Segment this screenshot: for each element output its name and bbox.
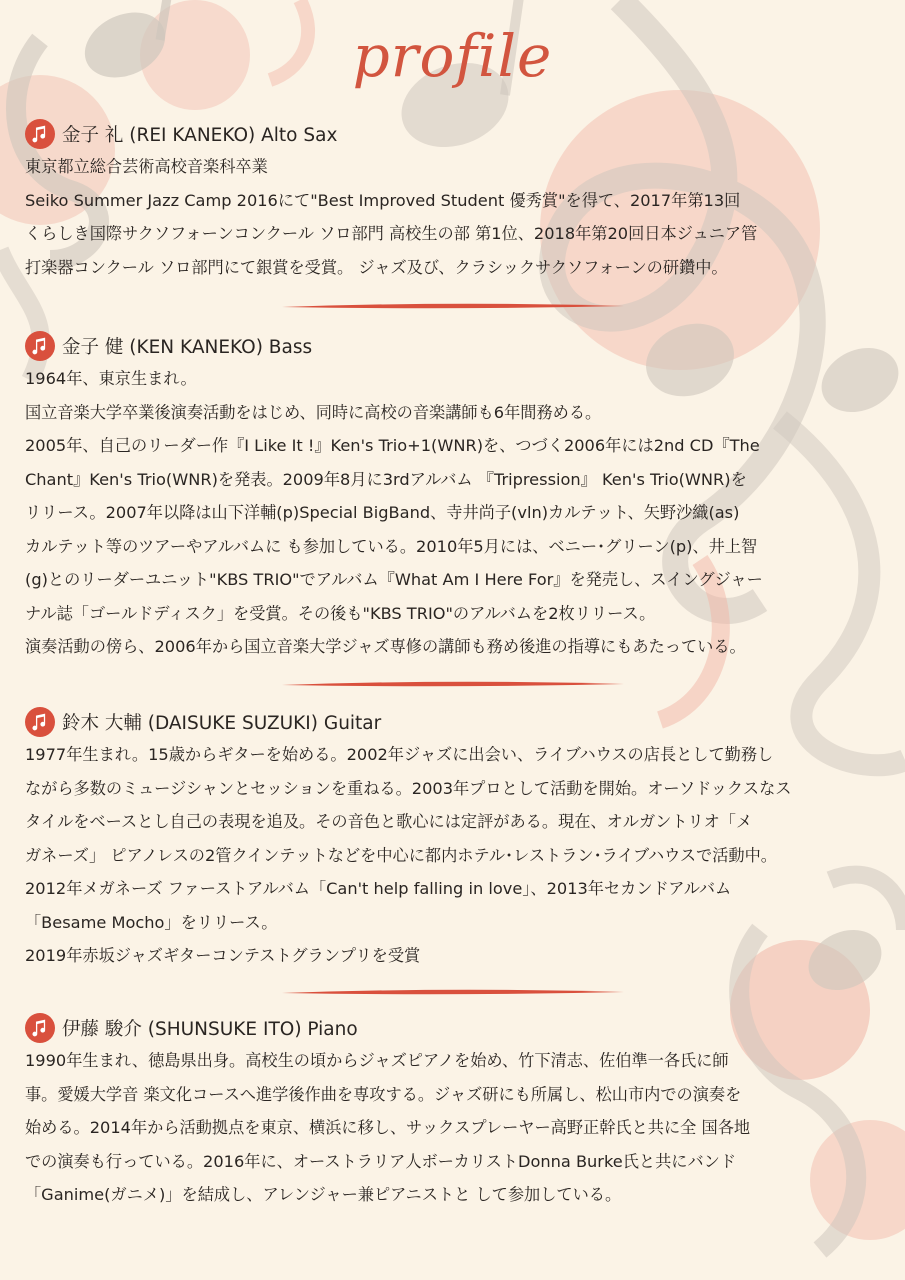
profile-name: 鈴木 大輔 (DAISUKE SUZUKI) Guitar [62, 713, 382, 734]
profile-bio: 1964年、東京生まれ。 国立音楽大学卒業後演奏活動をはじめ、同時に高校の音楽講師も6年間務める。 2005年、自己のリーダー作『I Like It !』Ken's Trio+1(WNR)を、つづく2006年には2nd CD『The Chant』Ken's Trio(WNR)を発表。2009年8月に3rdアルバム 『Tripression』 Ken's Trio(WNR)を リリース。2007年以降は山下洋輔(p)Special BigBand、寺井尚子(vln)カルテット、矢野沙織(as) カルテット等のツアーやアルバムに も参加している。2010年5月には、ベニー･グリーン(p)、井上智 (g)とのリーダーユニット"KBS TRIO"でアルバム『What Am I Here For』を発売し、スイングジャー ナル誌「ゴールドディスク」を受賞。その後も"KBS TRIO"のアルバムを2枚リリース。 演奏活動の傍ら、2006年から国立音楽大学ジャズ専修の講師も務め後進の指導にもあたっている。 [25, 369, 763, 656]
profile-rei-kaneko [25, 118, 875, 284]
music-note-icon [25, 119, 55, 149]
profile-name: 伊藤 駿介 (SHUNSUKE ITO) Piano [62, 1019, 358, 1040]
profile-shunsuke-ito [25, 1012, 875, 1212]
music-note-icon [25, 331, 55, 361]
music-note-icon [25, 707, 55, 737]
profile-bio: 1990年生まれ、徳島県出身。高校生の頃からジャズピアノを始め、竹下清志、佐伯準一各氏に師 事。愛媛大学音 楽文化コースへ進学後作曲を専攻する。ジャズ研にも所属し、松山市内での演奏を 始める。2014年から活動拠点を東京、横浜に移し、サックスプレーヤー高野正幹氏と共に全 国各地 での演奏も行っている。2016年に、オーストラリア人ボーカリストDonna Burke氏と共にバンド 「Ganime(ガニメ)」を結成し、アレンジャー兼ピアニストと して参加している。 [25, 1051, 751, 1204]
music-note-icon [25, 1013, 55, 1043]
profile-bio: 東京都立総合芸術高校音楽科卒業 Seiko Summer Jazz Camp 2016にて"Best Improved Student 優秀賞"を得て、2017年第13回 くらしき国際サクソフォーンコンクール ソロ部門 高校生の部 第1位、2018年第20回日本ジュニア管 打楽器コンクール ソロ部門にて銀賞を受賞。 ジャズ及び、クラシックサクソフォーンの研鑽中。 [25, 157, 758, 277]
profile-header [25, 118, 875, 150]
profile-name: 金子 礼 (REI KANEKO) Alto Sax [62, 125, 338, 146]
profile-header [25, 1012, 875, 1044]
profile-header [25, 706, 875, 738]
section-divider [280, 680, 626, 688]
section-divider [280, 302, 626, 310]
profile-daisuke-suzuki [25, 706, 875, 973]
profile-header [25, 330, 875, 362]
section-divider [280, 988, 626, 996]
profile-ken-kaneko [25, 330, 875, 664]
profile-name: 金子 健 (KEN KANEKO) Bass [62, 337, 313, 358]
page-title: profile [352, 22, 553, 90]
profile-bio: 1977年生まれ。15歳からギターを始める。2002年ジャズに出会い、ライブハウスの店長として勤務し ながら多数のミュージシャンとセッションを重ねる。2003年プロとして活動を開始。オーソドックスなス タイルをベースとし自己の表現を追及。その音色と歌心には定評がある。現在、オルガントリオ「メ ガネーズ」 ピアノレスの2管クインテットなどを中心に都内ホテル･レストラン･ライブハウスで活動中。 2012年メガネーズ ファーストアルバム「Can't help falling in love」、2013年セカンドアルバム 「Besame Mocho」をリリース。 2019年赤坂ジャズギターコンテストグランプリを受賞 [25, 745, 792, 965]
